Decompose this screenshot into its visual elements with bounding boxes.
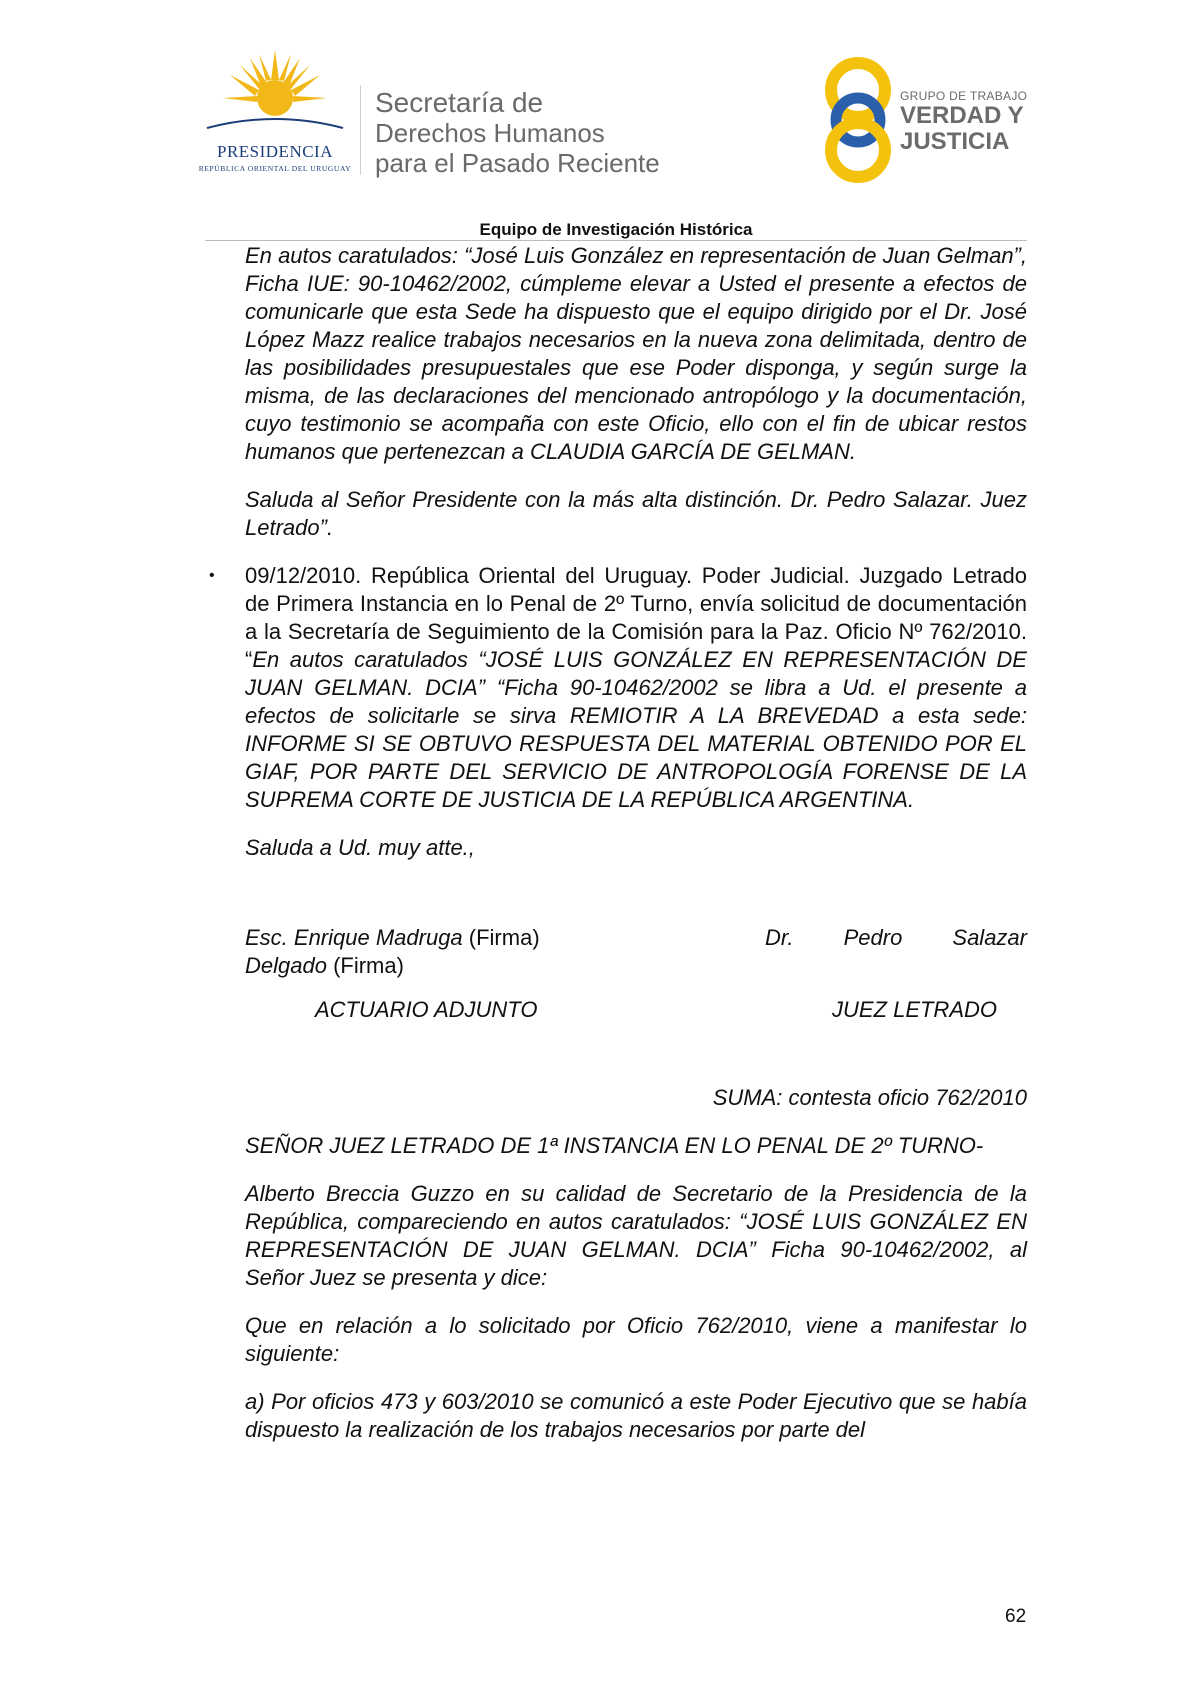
signature-right-first: Pedro — [843, 925, 903, 950]
gvj-subtitle: GRUPO DE TRABAJO — [900, 89, 1028, 103]
header-rule — [205, 240, 1027, 241]
secretaria-line-3: para el Pasado Reciente — [375, 148, 660, 178]
roles-row — [245, 996, 1027, 1024]
bullet-text-italic: En autos caratulados “JOSÉ LUIS GONZÁLEZ EN REPRESENTACIÓN DE JUAN GELMAN. DCIA” “Ficha 90-10462/2002 se libra a Ud. el presente a efectos de solicitarle se sirva REMIOTIR A LA BREVEDAD a esta sede: INFORME SI SE OBTUVO RESPUESTA DEL MATERIAL OBTENIDO POR EL GIAF, POR PARTE DEL SERVICIO DE ANTROPOLOGÍA FORENSE DE LA SUPREMA CORTE DE JUSTICIA DE LA REPÚBLICA ARGENTINA. — [245, 647, 1027, 812]
bullet-icon: • — [209, 567, 215, 584]
team-title: Equipo de Investigación Histórica — [479, 220, 753, 239]
presidencia-subtitle: REPÚBLICA ORIENTAL DEL URUGUAY — [198, 164, 352, 173]
signature-left-surname: Delgado — [245, 953, 327, 978]
signature-left-line-2 — [245, 952, 1027, 980]
sun-emblem-icon — [195, 40, 355, 140]
page-number: 62 — [1005, 1606, 1027, 1627]
signature-row — [245, 924, 1027, 952]
gvj-title — [900, 103, 1024, 155]
paragraph-autos: En autos caratulados: “José Luis González en representación de Juan Gelman”, Ficha IUE: 90-10462/2002, cúmpleme elevar a Usted el presente a efectos de comunicarle que esta Sede ha dispuesto que el equipo dirigido por el Dr. José López Mazz realice trabajos necesarios en la nueva zona delimitada, dentro de las posibilidades presupuestales que ese Poder disponga, y según surge la misma, de las declaraciones del mencionado antropólogo y la documentación, cuyo testimonio se acompaña con este Oficio, ello con el fin de ubicar restos humanos que pertenezcan a CLAUDIA GARCÍA DE GELMAN. — [245, 243, 1027, 464]
document-body — [209, 242, 1027, 1444]
gvj-title-line-2: JUSTICIA — [900, 128, 1010, 155]
secretaria-line-1: Secretaría de — [375, 87, 544, 118]
paragraph-saluda-presidente: Saluda al Señor Presidente con la más alta distinción. Dr. Pedro Salazar. Juez Letrado”. — [245, 487, 1027, 540]
gvj-title-line-1: VERDAD Y — [900, 102, 1024, 129]
linked-rings-icon — [820, 55, 900, 185]
signature-right-title: Dr. — [765, 925, 794, 950]
signature-left-name: Esc. Enrique Madruga — [245, 925, 463, 950]
paragraph-senor-juez: SEÑOR JUEZ LETRADO DE 1ª INSTANCIA EN LO PENAL DE 2º TURNO- — [245, 1133, 984, 1158]
paragraph-que-en-relacion: Que en relación a lo solicitado por Oficio 762/2010, viene a manifestar lo siguiente: — [245, 1313, 1027, 1366]
presidencia-logo — [195, 40, 355, 180]
secretaria-title — [375, 88, 660, 178]
secretaria-line-2: Derechos Humanos — [375, 118, 605, 148]
paragraph-saluda-ud: Saluda a Ud. muy atte., — [245, 835, 475, 860]
paragraph-bullet — [245, 562, 1027, 814]
paragraph-alberto-breccia: Alberto Breccia Guzzo en su calidad de Secretario de la Presidencia de la República, compareciendo en autos caratulados: “JOSÉ LUIS GONZÁLEZ EN REPRESENTACIÓN DE JUAN GELMAN. DCIA” Ficha 90-10462/2002, al Señor Juez se presenta y dice: — [245, 1181, 1027, 1290]
role-juez: JUEZ LETRADO — [831, 997, 997, 1022]
signature-right — [765, 924, 1027, 952]
bullet-text-normal: 09/12/2010. República Oriental del Uruguay. Poder Judicial. Juzgado Letrado de Primera Instancia en lo Penal de 2º Turno, envía solicitud de documentación a la Secretaría de Seguimiento de la Comisión para la Paz. Oficio Nº 762/2010. “ — [245, 563, 1027, 672]
list-item — [209, 562, 1027, 814]
presidencia-name: PRESIDENCIA — [216, 142, 333, 161]
signature-left — [245, 924, 540, 952]
role-actuario: ACTUARIO ADJUNTO — [315, 997, 538, 1022]
signature-left-note: (Firma) — [462, 925, 540, 950]
header-divider — [360, 85, 361, 175]
suma-line: SUMA: contesta oficio 762/2010 — [712, 1085, 1027, 1110]
signature-right-last: Salazar — [952, 925, 1027, 950]
paragraph-a-oficios: a) Por oficios 473 y 603/2010 se comunicó a este Poder Ejecutivo que se había dispuesto la realización de los trabajos necesarios por parte del — [245, 1389, 1027, 1442]
signature-left2-note: (Firma) — [326, 953, 404, 978]
